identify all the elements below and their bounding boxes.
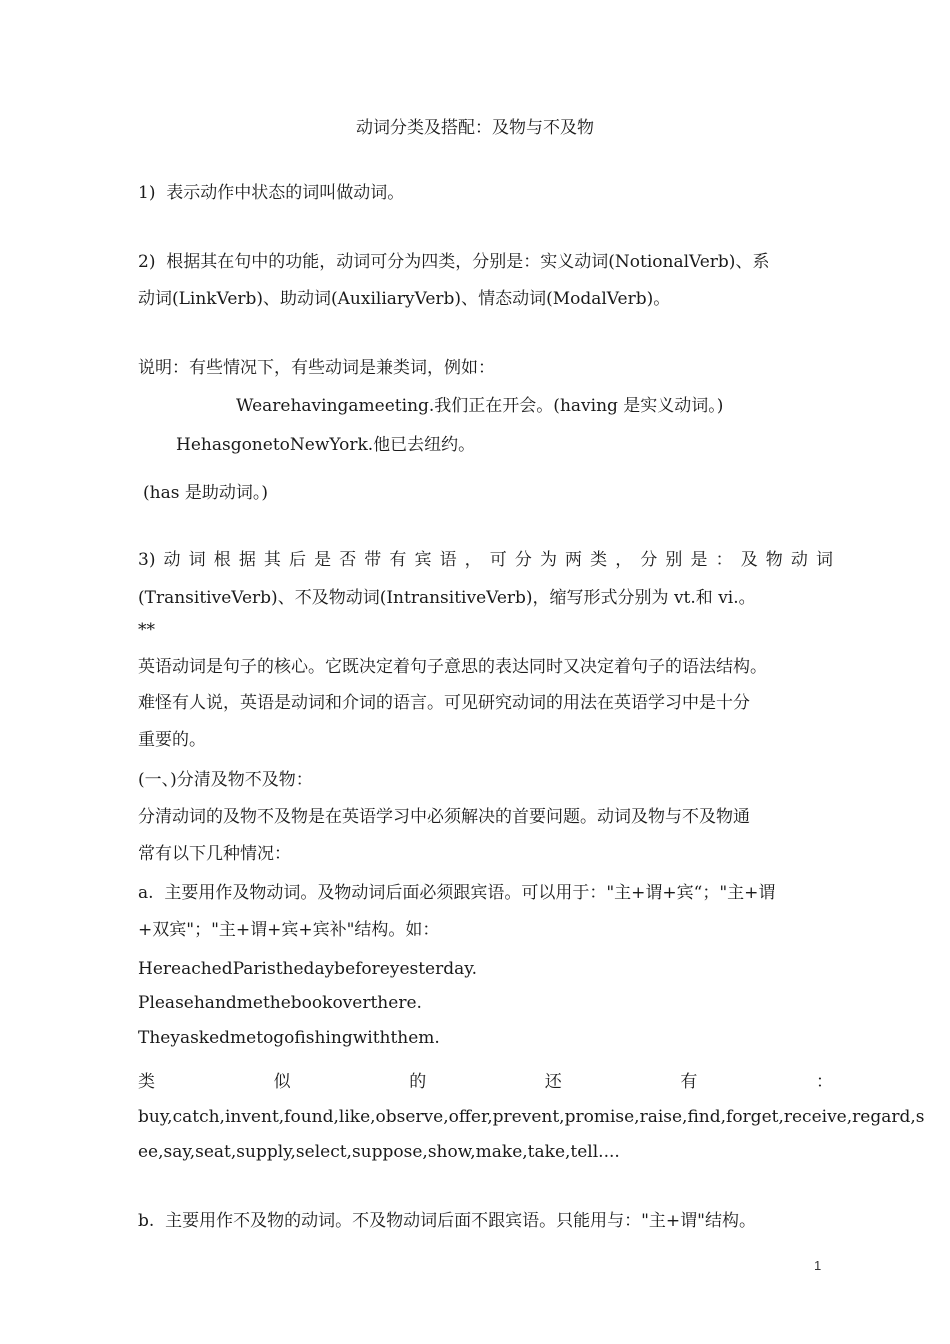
p3a-char: 分	[514, 550, 532, 570]
p3a-char: 两	[565, 550, 583, 570]
p3a-char: 3)	[138, 550, 156, 570]
p3a-char: 后	[289, 550, 307, 570]
p3a-char: 词	[188, 550, 206, 570]
similar-heading	[138, 1071, 833, 1093]
section-text-line-1: 分清动词的及物不及物是在英语学习中必须解决的首要问题。动词及物与不及物通	[138, 807, 750, 827]
p3a-char: 是	[314, 550, 332, 570]
note-heading: 说明：有些情况下，有些动词是兼类词，例如：	[138, 358, 495, 378]
example-1: Wearehavingameeting.我们正在开会。(having 是实义动词。)	[236, 396, 724, 416]
similar-char: ：	[815, 1072, 833, 1092]
p3a-char: 语	[439, 550, 457, 570]
sentence-example-1: HereachedParisthedaybeforeyesterday.	[138, 959, 478, 979]
page-number: 1	[814, 1258, 822, 1273]
p3a-char: 是	[690, 550, 708, 570]
p3a-char: 为	[539, 550, 557, 570]
p3a-char: 动	[790, 550, 808, 570]
sentence-example-2: Pleasehandmethebookoverthere.	[138, 993, 422, 1013]
p3a-char: 分	[640, 550, 658, 570]
p3a-char: 带	[364, 550, 382, 570]
p3a-char: 有	[389, 550, 407, 570]
separator-stars: **	[138, 620, 155, 640]
example-2-note: (has 是助动词。)	[143, 483, 268, 503]
p3a-char: 词	[815, 550, 833, 570]
similar-char: 还	[544, 1072, 562, 1092]
page-title: 动词分类及搭配：及物与不及物	[356, 118, 594, 138]
example-2: HehasgonetoNewYork.他已去纽约。	[176, 435, 476, 455]
p3a-char: 根	[213, 550, 231, 570]
intro-line-1: 英语动词是句子的核心。它既决定着句子意思的表达同时又决定着句子的语法结构。	[138, 657, 767, 677]
p3a-char: 类	[590, 550, 608, 570]
similar-char: 似	[273, 1072, 291, 1092]
p3a-char: 据	[238, 550, 256, 570]
sentence-example-3: Theyaskedmetogofishingwiththem.	[138, 1028, 440, 1048]
paragraph-1: 1) 表示动作中状态的词叫做动词。	[138, 183, 405, 203]
similar-char: 有	[680, 1072, 698, 1092]
paragraph-2-line-2: 动词(LinkVerb)、助动词(AuxiliaryVerb)、情态动词(ModalVerb)。	[138, 289, 671, 309]
item-b-line-1: b. 主要用作不及物的动词。不及物动词后面不跟宾语。只能用与："主+谓"结构。	[138, 1211, 756, 1231]
p3a-char: 可	[489, 550, 507, 570]
verb-list-line-1: buy,catch,invent,found,like,observe,offer,prevent,promise,raise,find,forget,receive,regard,s	[138, 1107, 925, 1127]
p3a-char: 宾	[414, 550, 432, 570]
item-a-line-1: a. 主要用作及物动词。及物动词后面必须跟宾语。可以用于："主+谓+宾“；"主+谓	[138, 883, 776, 903]
section-text-line-2: 常有以下几种情况：	[138, 844, 291, 864]
paragraph-3-line-2: (TransitiveVerb)、不及物动词(IntransitiveVerb)，缩写形式分别为 vt.和 vi.。	[138, 588, 756, 608]
verb-list-line-2: ee,say,seat,supply,select,suppose,show,make,take,tell....	[138, 1142, 620, 1162]
section-heading: (一、)分清及物不及物：	[138, 770, 313, 790]
p3a-char: 别	[665, 550, 683, 570]
item-a-line-2: +双宾"；"主+谓+宾+宾补"结构。如：	[138, 920, 440, 940]
similar-char: 类	[138, 1072, 155, 1092]
p3a-char: ：	[715, 550, 733, 570]
p3a-char: 及	[740, 550, 758, 570]
p3a-char: ，	[615, 550, 633, 570]
similar-char: 的	[409, 1072, 427, 1092]
paragraph-3-line-1	[138, 549, 833, 571]
p3a-char: 否	[339, 550, 357, 570]
p3a-char: ，	[464, 550, 482, 570]
paragraph-2-line-1: 2) 根据其在句中的功能，动词可分为四类，分别是：实义动词(NotionalVerb)、系	[138, 252, 770, 272]
intro-line-3: 重要的。	[138, 730, 206, 750]
p3a-char: 物	[765, 550, 783, 570]
p3a-char: 其	[263, 550, 281, 570]
p3a-char: 动	[163, 550, 181, 570]
intro-line-2: 难怪有人说，英语是动词和介词的语言。可见研究动词的用法在英语学习中是十分	[138, 693, 750, 713]
